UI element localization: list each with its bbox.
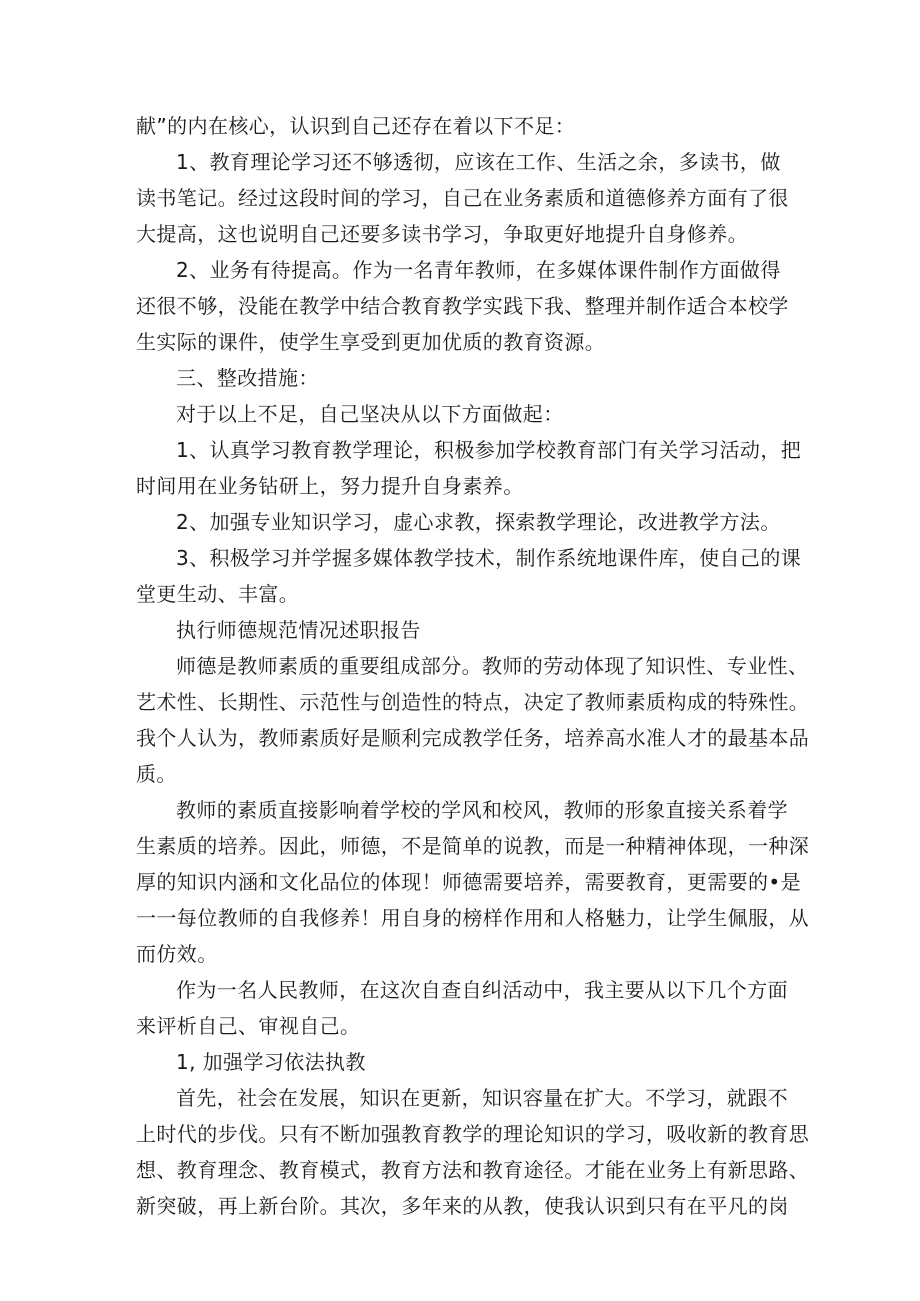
text-line: 而仿效。 <box>136 942 218 966</box>
report-title: 执行师德规范情况述职报告 <box>176 618 421 642</box>
text-line: 生素质的培养。因此，师德，不是简单的说教，而是一种精神体现，一种深 <box>136 834 810 858</box>
text-line: 来评析自己、审视自己。 <box>136 1014 361 1038</box>
text-line: 师德是教师素质的重要组成部分。教师的劳动体现了知识性、专业性、 <box>176 654 809 678</box>
text-line: 对于以上不足，自己坚决从以下方面做起： <box>176 402 564 426</box>
text-line: 想、教育理念、教育模式，教育方法和教育途径。才能在业务上有新思路、 <box>136 1158 810 1182</box>
text-line: 时间用在业务钻研上，努力提升自身素养。 <box>136 474 524 498</box>
text-line: 还很不够，没能在教学中结合教育教学实践下我、整理并制作适合本校学 <box>136 294 789 318</box>
text-line: 生实际的课件，使学生享受到更加优质的教育资源。 <box>136 330 606 354</box>
text-line: 3、积极学习并学握多媒体教学技术，制作系统地课件库，使自己的课 <box>176 546 802 570</box>
text-line: 读书笔记。经过这段时间的学习，自己在业务素质和道德修养方面有了很 <box>136 186 789 210</box>
text-line: 2、加强专业知识学习，虚心求教，探索教学理论，改进教学方法。 <box>176 510 781 534</box>
text-line: 上时代的步伐。只有不断加强教育教学的理论知识的学习，吸收新的教育思 <box>136 1122 810 1146</box>
text-line: 质。 <box>136 762 177 786</box>
text-line: 2、业务有待提高。作为一名青年教师，在多媒体课件制作方面做得 <box>176 258 781 282</box>
text-line: 作为一名人民教师，在这次自查自纠活动中，我主要从以下几个方面 <box>176 978 788 1002</box>
subsection-heading: 1, 加强学习依法执教 <box>176 1050 366 1074</box>
text-line: 1、认真学习教育教学理论，积极参加学校教育部门有关学习活动，把 <box>176 438 802 462</box>
text-line: 艺术性、长期性、示范性与创造性的特点，决定了教师素质构成的特殊性。 <box>136 690 810 714</box>
text-line: 1、教育理论学习还不够透彻，应该在工作、生活之余，多读书，做 <box>176 150 781 174</box>
section-heading: 三、整改措施： <box>176 366 319 390</box>
text-line: 我个人认为，教师素质好是顺利完成教学任务，培养高水准人才的最基本品 <box>136 726 810 750</box>
text-line: 厚的知识内涵和文化品位的体现！师德需要培养，需要教育，更需要的•是 <box>136 870 801 894</box>
text-line: 堂更生动、丰富。 <box>136 582 300 606</box>
text-line: 新突破，再上新台阶。其次，多年来的从教，使我认识到只有在平凡的岗 <box>136 1194 789 1218</box>
text-line: 大提高，这也说明自己还要多读书学习，争取更好地提升自身修养。 <box>136 222 748 246</box>
text-line: 教师的素质直接影响着学校的学风和校风，教师的形象直接关系着学 <box>176 798 788 822</box>
text-line: 首先，社会在发展，知识在更新，知识容量在扩大。不学习，就跟不 <box>176 1086 788 1110</box>
text-line: 献”的内在核心，认识到自己还存在着以下不足： <box>136 114 576 138</box>
text-line: 一一每位教师的自我修养！用自身的榜样作用和人格魅力，让学生佩服，从 <box>136 906 810 930</box>
